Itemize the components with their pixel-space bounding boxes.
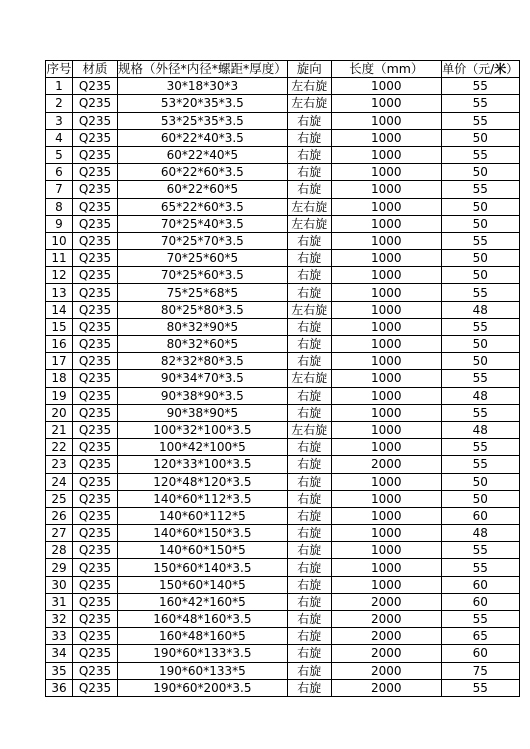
cell-spec: 140*60*150*3.5 bbox=[118, 525, 288, 542]
header-row bbox=[46, 61, 520, 78]
table-row bbox=[46, 645, 520, 662]
cell-direction: 右旋 bbox=[287, 129, 331, 146]
table-row bbox=[46, 181, 520, 198]
cell-price: 48 bbox=[441, 421, 519, 438]
table-row bbox=[46, 301, 520, 318]
cell-length: 1000 bbox=[331, 421, 441, 438]
cell-material: Q235 bbox=[73, 473, 118, 490]
cell-material: Q235 bbox=[73, 112, 118, 129]
cell-direction: 右旋 bbox=[287, 404, 331, 421]
table-row bbox=[46, 421, 520, 438]
header-price-prefix: 单价（元/ bbox=[442, 62, 495, 77]
cell-spec: 140*60*112*3.5 bbox=[118, 490, 288, 507]
cell-index: 9 bbox=[46, 215, 73, 232]
cell-index: 11 bbox=[46, 250, 73, 267]
cell-spec: 160*48*160*3.5 bbox=[118, 611, 288, 628]
cell-price: 55 bbox=[441, 284, 519, 301]
table-row bbox=[46, 267, 520, 284]
cell-length: 1000 bbox=[331, 370, 441, 387]
cell-length: 1000 bbox=[331, 542, 441, 559]
header-price-unit: 米 bbox=[494, 62, 507, 77]
table-row bbox=[46, 559, 520, 576]
cell-spec: 140*60*112*5 bbox=[118, 507, 288, 524]
cell-spec: 190*60*133*3.5 bbox=[118, 645, 288, 662]
table-row bbox=[46, 507, 520, 524]
cell-price: 60 bbox=[441, 645, 519, 662]
cell-direction: 左右旋 bbox=[287, 421, 331, 438]
cell-price: 60 bbox=[441, 507, 519, 524]
cell-spec: 70*25*60*3.5 bbox=[118, 267, 288, 284]
cell-material: Q235 bbox=[73, 301, 118, 318]
cell-material: Q235 bbox=[73, 267, 118, 284]
cell-index: 7 bbox=[46, 181, 73, 198]
cell-direction: 右旋 bbox=[287, 164, 331, 181]
cell-price: 50 bbox=[441, 490, 519, 507]
cell-material: Q235 bbox=[73, 421, 118, 438]
header-price bbox=[441, 61, 519, 78]
cell-direction: 右旋 bbox=[287, 645, 331, 662]
cell-price: 50 bbox=[441, 198, 519, 215]
cell-material: Q235 bbox=[73, 593, 118, 610]
cell-spec: 60*22*60*5 bbox=[118, 181, 288, 198]
header-price-suffix: ） bbox=[506, 62, 519, 77]
cell-direction: 右旋 bbox=[287, 679, 331, 696]
cell-index: 21 bbox=[46, 421, 73, 438]
table-row bbox=[46, 439, 520, 456]
table-row bbox=[46, 95, 520, 112]
cell-spec: 80*32*60*5 bbox=[118, 336, 288, 353]
cell-direction: 右旋 bbox=[287, 318, 331, 335]
cell-index: 14 bbox=[46, 301, 73, 318]
cell-index: 26 bbox=[46, 507, 73, 524]
cell-price: 55 bbox=[441, 404, 519, 421]
cell-direction: 右旋 bbox=[287, 112, 331, 129]
cell-index: 13 bbox=[46, 284, 73, 301]
cell-direction: 右旋 bbox=[287, 542, 331, 559]
cell-direction: 右旋 bbox=[287, 387, 331, 404]
cell-price: 65 bbox=[441, 628, 519, 645]
cell-spec: 160*42*160*5 bbox=[118, 593, 288, 610]
cell-length: 1000 bbox=[331, 490, 441, 507]
cell-spec: 90*34*70*3.5 bbox=[118, 370, 288, 387]
cell-index: 6 bbox=[46, 164, 73, 181]
cell-length: 1000 bbox=[331, 112, 441, 129]
cell-index: 28 bbox=[46, 542, 73, 559]
cell-index: 31 bbox=[46, 593, 73, 610]
cell-spec: 70*25*60*5 bbox=[118, 250, 288, 267]
cell-spec: 60*22*40*3.5 bbox=[118, 129, 288, 146]
cell-spec: 190*60*133*5 bbox=[118, 662, 288, 679]
cell-price: 60 bbox=[441, 593, 519, 610]
table-row bbox=[46, 146, 520, 163]
cell-spec: 80*25*80*3.5 bbox=[118, 301, 288, 318]
cell-price: 50 bbox=[441, 267, 519, 284]
cell-direction: 右旋 bbox=[287, 576, 331, 593]
cell-material: Q235 bbox=[73, 198, 118, 215]
cell-price: 50 bbox=[441, 353, 519, 370]
cell-direction: 左右旋 bbox=[287, 301, 331, 318]
cell-length: 1000 bbox=[331, 439, 441, 456]
cell-direction: 右旋 bbox=[287, 284, 331, 301]
table-row bbox=[46, 662, 520, 679]
cell-material: Q235 bbox=[73, 215, 118, 232]
cell-price: 60 bbox=[441, 576, 519, 593]
cell-length: 1000 bbox=[331, 318, 441, 335]
table-row bbox=[46, 404, 520, 421]
cell-index: 27 bbox=[46, 525, 73, 542]
cell-length: 2000 bbox=[331, 662, 441, 679]
cell-index: 29 bbox=[46, 559, 73, 576]
cell-direction: 右旋 bbox=[287, 628, 331, 645]
table-row bbox=[46, 542, 520, 559]
cell-index: 23 bbox=[46, 456, 73, 473]
cell-length: 1000 bbox=[331, 129, 441, 146]
table-row bbox=[46, 250, 520, 267]
table-row bbox=[46, 318, 520, 335]
header-spec: 规格（外径*内径*螺距*厚度） bbox=[118, 61, 287, 77]
cell-index: 15 bbox=[46, 318, 73, 335]
cell-index: 5 bbox=[46, 146, 73, 163]
cell-length: 1000 bbox=[331, 473, 441, 490]
cell-direction: 右旋 bbox=[287, 439, 331, 456]
cell-spec: 53*25*35*3.5 bbox=[118, 112, 288, 129]
cell-index: 22 bbox=[46, 439, 73, 456]
cell-spec: 75*25*68*5 bbox=[118, 284, 288, 301]
cell-material: Q235 bbox=[73, 404, 118, 421]
cell-price: 55 bbox=[441, 542, 519, 559]
cell-material: Q235 bbox=[73, 542, 118, 559]
cell-price: 50 bbox=[441, 215, 519, 232]
table-row bbox=[46, 215, 520, 232]
cell-price: 48 bbox=[441, 387, 519, 404]
cell-price: 55 bbox=[441, 95, 519, 112]
cell-length: 1000 bbox=[331, 267, 441, 284]
cell-price: 55 bbox=[441, 146, 519, 163]
cell-length: 1000 bbox=[331, 232, 441, 249]
cell-price: 55 bbox=[441, 559, 519, 576]
cell-index: 10 bbox=[46, 232, 73, 249]
header-length: 长度（mm） bbox=[331, 61, 441, 78]
cell-price: 55 bbox=[441, 112, 519, 129]
cell-index: 4 bbox=[46, 129, 73, 146]
cell-length: 1000 bbox=[331, 559, 441, 576]
cell-direction: 右旋 bbox=[287, 353, 331, 370]
cell-price: 55 bbox=[441, 232, 519, 249]
cell-material: Q235 bbox=[73, 336, 118, 353]
cell-index: 35 bbox=[46, 662, 73, 679]
cell-direction: 左右旋 bbox=[287, 370, 331, 387]
cell-length: 1000 bbox=[331, 353, 441, 370]
cell-direction: 右旋 bbox=[287, 232, 331, 249]
cell-material: Q235 bbox=[73, 95, 118, 112]
cell-length: 2000 bbox=[331, 679, 441, 696]
header-direction: 旋向 bbox=[287, 61, 331, 78]
cell-index: 25 bbox=[46, 490, 73, 507]
cell-length: 1000 bbox=[331, 301, 441, 318]
header-index: 序号 bbox=[46, 61, 72, 77]
cell-price: 50 bbox=[441, 129, 519, 146]
cell-index: 30 bbox=[46, 576, 73, 593]
cell-spec: 150*60*140*5 bbox=[118, 576, 288, 593]
cell-index: 12 bbox=[46, 267, 73, 284]
cell-length: 2000 bbox=[331, 593, 441, 610]
cell-spec: 160*48*160*5 bbox=[118, 628, 288, 645]
cell-material: Q235 bbox=[73, 679, 118, 696]
cell-material: Q235 bbox=[73, 318, 118, 335]
cell-material: Q235 bbox=[73, 525, 118, 542]
cell-spec: 100*32*100*3.5 bbox=[118, 421, 288, 438]
cell-direction: 右旋 bbox=[287, 181, 331, 198]
cell-price: 55 bbox=[441, 318, 519, 335]
cell-direction: 右旋 bbox=[287, 267, 331, 284]
cell-direction: 右旋 bbox=[287, 611, 331, 628]
cell-direction: 右旋 bbox=[287, 456, 331, 473]
cell-length: 1000 bbox=[331, 576, 441, 593]
table-row bbox=[46, 164, 520, 181]
cell-price: 55 bbox=[441, 181, 519, 198]
cell-spec: 60*22*40*5 bbox=[118, 146, 288, 163]
cell-material: Q235 bbox=[73, 576, 118, 593]
cell-spec: 65*22*60*3.5 bbox=[118, 198, 288, 215]
cell-price: 55 bbox=[441, 370, 519, 387]
cell-price: 48 bbox=[441, 525, 519, 542]
cell-length: 1000 bbox=[331, 284, 441, 301]
cell-material: Q235 bbox=[73, 507, 118, 524]
cell-spec: 120*33*100*3.5 bbox=[118, 456, 288, 473]
cell-material: Q235 bbox=[73, 645, 118, 662]
table-row bbox=[46, 336, 520, 353]
table-row bbox=[46, 490, 520, 507]
cell-material: Q235 bbox=[73, 146, 118, 163]
table-row bbox=[46, 628, 520, 645]
cell-material: Q235 bbox=[73, 490, 118, 507]
table-row bbox=[46, 112, 520, 129]
cell-direction: 右旋 bbox=[287, 490, 331, 507]
cell-price: 75 bbox=[441, 662, 519, 679]
cell-spec: 120*48*120*3.5 bbox=[118, 473, 288, 490]
cell-direction: 左右旋 bbox=[287, 215, 331, 232]
cell-spec: 100*42*100*5 bbox=[118, 439, 288, 456]
cell-spec: 140*60*150*5 bbox=[118, 542, 288, 559]
cell-material: Q235 bbox=[73, 439, 118, 456]
cell-length: 1000 bbox=[331, 146, 441, 163]
cell-index: 18 bbox=[46, 370, 73, 387]
cell-index: 36 bbox=[46, 679, 73, 696]
table-body bbox=[46, 78, 520, 697]
table-row bbox=[46, 370, 520, 387]
cell-material: Q235 bbox=[73, 250, 118, 267]
cell-spec: 80*32*90*5 bbox=[118, 318, 288, 335]
cell-material: Q235 bbox=[73, 456, 118, 473]
cell-spec: 90*38*90*5 bbox=[118, 404, 288, 421]
cell-length: 1000 bbox=[331, 336, 441, 353]
cell-index: 8 bbox=[46, 198, 73, 215]
table-row bbox=[46, 456, 520, 473]
cell-index: 33 bbox=[46, 628, 73, 645]
cell-direction: 右旋 bbox=[287, 336, 331, 353]
cell-material: Q235 bbox=[73, 78, 118, 95]
cell-length: 1000 bbox=[331, 387, 441, 404]
cell-price: 55 bbox=[441, 679, 519, 696]
cell-material: Q235 bbox=[73, 284, 118, 301]
cell-price: 55 bbox=[441, 611, 519, 628]
cell-direction: 右旋 bbox=[287, 662, 331, 679]
cell-spec: 70*25*40*3.5 bbox=[118, 215, 288, 232]
cell-length: 2000 bbox=[331, 645, 441, 662]
table-row bbox=[46, 576, 520, 593]
cell-direction: 右旋 bbox=[287, 525, 331, 542]
table-row bbox=[46, 353, 520, 370]
cell-material: Q235 bbox=[73, 370, 118, 387]
cell-material: Q235 bbox=[73, 129, 118, 146]
cell-spec: 30*18*30*3 bbox=[118, 78, 288, 95]
cell-spec: 53*20*35*3.5 bbox=[118, 95, 288, 112]
cell-index: 19 bbox=[46, 387, 73, 404]
cell-material: Q235 bbox=[73, 611, 118, 628]
cell-direction: 左右旋 bbox=[287, 95, 331, 112]
cell-material: Q235 bbox=[73, 662, 118, 679]
cell-price: 48 bbox=[441, 301, 519, 318]
cell-index: 3 bbox=[46, 112, 73, 129]
cell-length: 2000 bbox=[331, 628, 441, 645]
cell-direction: 右旋 bbox=[287, 250, 331, 267]
cell-length: 1000 bbox=[331, 95, 441, 112]
cell-material: Q235 bbox=[73, 559, 118, 576]
cell-index: 2 bbox=[46, 95, 73, 112]
table-row bbox=[46, 78, 520, 95]
cell-spec: 60*22*60*3.5 bbox=[118, 164, 288, 181]
cell-direction: 右旋 bbox=[287, 146, 331, 163]
cell-length: 1000 bbox=[331, 78, 441, 95]
cell-length: 1000 bbox=[331, 164, 441, 181]
table-row bbox=[46, 679, 520, 696]
table-row bbox=[46, 387, 520, 404]
cell-direction: 右旋 bbox=[287, 473, 331, 490]
cell-length: 1000 bbox=[331, 404, 441, 421]
cell-length: 1000 bbox=[331, 525, 441, 542]
cell-material: Q235 bbox=[73, 181, 118, 198]
cell-index: 24 bbox=[46, 473, 73, 490]
cell-direction: 右旋 bbox=[287, 559, 331, 576]
cell-material: Q235 bbox=[73, 628, 118, 645]
cell-price: 55 bbox=[441, 456, 519, 473]
price-table bbox=[45, 60, 520, 697]
cell-index: 1 bbox=[46, 78, 73, 95]
cell-material: Q235 bbox=[73, 353, 118, 370]
cell-direction: 右旋 bbox=[287, 507, 331, 524]
cell-price: 50 bbox=[441, 250, 519, 267]
cell-direction: 左右旋 bbox=[287, 78, 331, 95]
cell-spec: 82*32*80*3.5 bbox=[118, 353, 288, 370]
table-row bbox=[46, 473, 520, 490]
cell-index: 17 bbox=[46, 353, 73, 370]
cell-material: Q235 bbox=[73, 232, 118, 249]
cell-direction: 左右旋 bbox=[287, 198, 331, 215]
cell-price: 55 bbox=[441, 78, 519, 95]
cell-index: 20 bbox=[46, 404, 73, 421]
cell-length: 2000 bbox=[331, 611, 441, 628]
cell-direction: 右旋 bbox=[287, 593, 331, 610]
table-row bbox=[46, 525, 520, 542]
cell-price: 50 bbox=[441, 336, 519, 353]
cell-length: 1000 bbox=[331, 198, 441, 215]
cell-price: 55 bbox=[441, 439, 519, 456]
cell-spec: 150*60*140*3.5 bbox=[118, 559, 288, 576]
table-row bbox=[46, 129, 520, 146]
cell-length: 1000 bbox=[331, 181, 441, 198]
cell-length: 2000 bbox=[331, 456, 441, 473]
cell-price: 50 bbox=[441, 164, 519, 181]
cell-length: 1000 bbox=[331, 215, 441, 232]
cell-spec: 190*60*200*3.5 bbox=[118, 679, 288, 696]
table-row bbox=[46, 611, 520, 628]
table-row bbox=[46, 593, 520, 610]
cell-index: 34 bbox=[46, 645, 73, 662]
cell-length: 1000 bbox=[331, 507, 441, 524]
table-row bbox=[46, 198, 520, 215]
cell-price: 50 bbox=[441, 473, 519, 490]
cell-material: Q235 bbox=[73, 387, 118, 404]
cell-index: 32 bbox=[46, 611, 73, 628]
cell-length: 1000 bbox=[331, 250, 441, 267]
cell-spec: 90*38*90*3.5 bbox=[118, 387, 288, 404]
cell-spec: 70*25*70*3.5 bbox=[118, 232, 288, 249]
table-row bbox=[46, 284, 520, 301]
cell-material: Q235 bbox=[73, 164, 118, 181]
table-row bbox=[46, 232, 520, 249]
header-material: 材质 bbox=[73, 61, 118, 78]
cell-index: 16 bbox=[46, 336, 73, 353]
